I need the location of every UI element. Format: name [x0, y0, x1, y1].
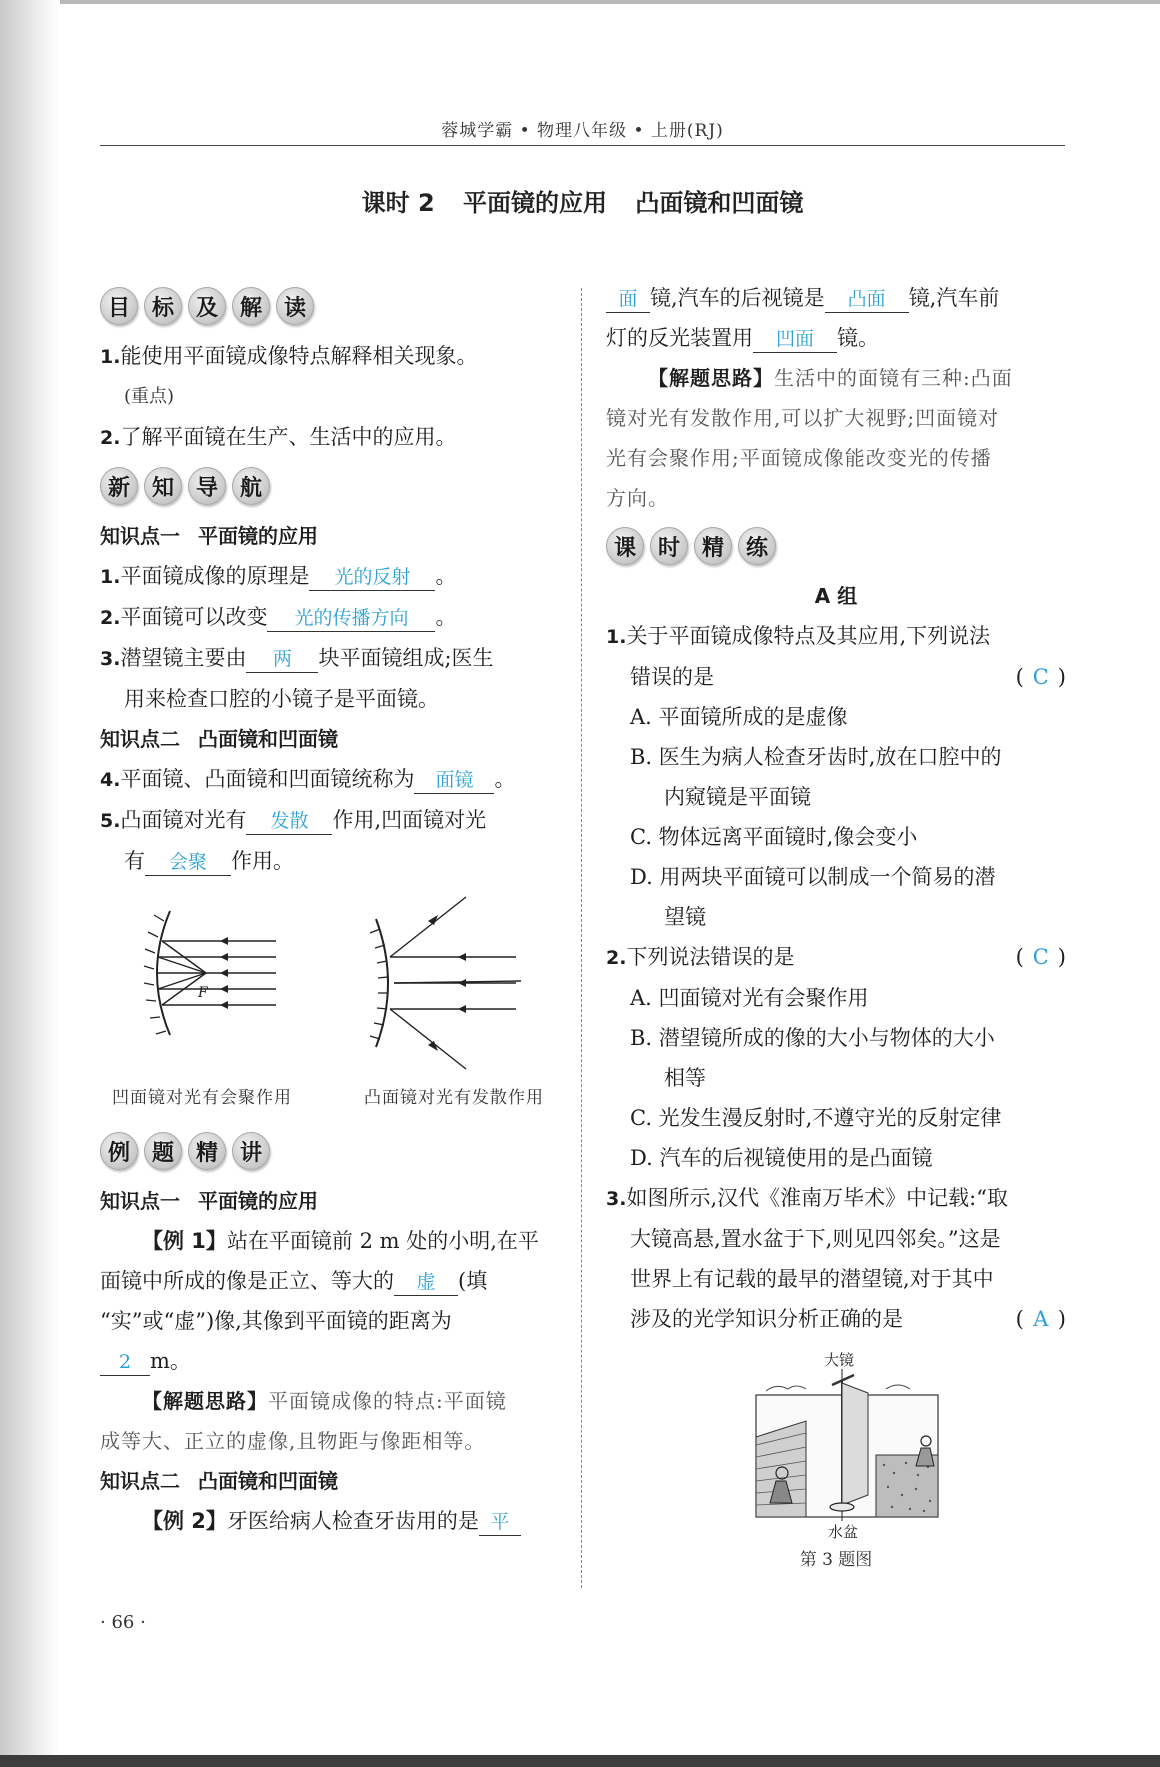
- question-number: 2.: [606, 947, 627, 969]
- page-number: · 66 ·: [100, 1612, 146, 1633]
- badge-char: 时: [650, 527, 688, 565]
- answer-blank: 虚: [394, 1269, 458, 1296]
- badge-char: 及: [188, 287, 226, 325]
- section-badge-practice: [606, 524, 1066, 568]
- knowledge-point-heading: [100, 1181, 562, 1221]
- mc-2-option-a: A. 凹面镜对光有会聚作用: [630, 986, 869, 1010]
- periscope-illustration: [606, 1345, 1068, 1545]
- question-text: 凸面镜对光有: [120, 808, 247, 832]
- label-water-basin: 水盆: [828, 1523, 859, 1541]
- question-number: 3.: [100, 648, 121, 670]
- mc-1-option-b-cont: 内窥镜是平面镜: [664, 785, 811, 809]
- badge-char: 例: [100, 1132, 138, 1170]
- example-2-line-2: [606, 278, 1066, 318]
- convex-mirror-diagram: [356, 893, 526, 1073]
- caption-concave: 凹面镜对光有会聚作用: [112, 1088, 292, 1108]
- example-text: m。: [150, 1349, 191, 1373]
- question-text: 。: [435, 564, 457, 588]
- fill-question-1: [100, 556, 562, 597]
- example-1-line-3: “实”或“虚”)像,其像到平面镜的距离为: [100, 1309, 452, 1333]
- answer-blank: 两: [246, 646, 318, 673]
- textbook-page: [100, 0, 1065, 1755]
- answer-blank: 会聚: [145, 849, 231, 876]
- right-column: [606, 278, 1066, 1575]
- example-text: 站在平面镜前 2 m 处的小明,在平: [226, 1229, 539, 1253]
- goal-text: 能使用平面镜成像特点解释相关现象。: [120, 344, 478, 368]
- mc-1-stem-cont: [606, 657, 1066, 697]
- badge-char: 题: [144, 1132, 182, 1170]
- example-tag: 【例 1】: [142, 1229, 227, 1253]
- hint-2-line-3: 光有会聚作用;平面镜成像能改变光的传播: [606, 446, 992, 470]
- answer-bracket: ( C ): [1016, 937, 1066, 977]
- hint-2-line-2: 镜对光有发散作用,可以扩大视野;凹面镜对: [606, 406, 1000, 430]
- mc-1-option-c: C. 物体远离平面镜时,像会变小: [630, 825, 918, 849]
- question-number: 1.: [100, 566, 121, 588]
- example-text: 镜,汽车前: [908, 286, 1000, 310]
- hint-1-line-1: [100, 1381, 562, 1421]
- question-text: 平面镜成像的原理是: [120, 564, 310, 588]
- mc-1-option-d: D. 用两块平面镜可以制成一个简易的潜: [630, 865, 996, 889]
- mc-1-option-b: B. 医生为病人检查牙齿时,放在口腔中的: [630, 745, 1002, 769]
- concave-mirror-diagram: [136, 893, 286, 1053]
- question-text: 平面镜、凸面镜和凹面镜统称为: [120, 767, 415, 791]
- answer-blank: 2: [100, 1349, 150, 1376]
- badge-char: 练: [738, 527, 776, 565]
- goal-number: 1.: [100, 346, 121, 368]
- focus-label: F: [198, 985, 208, 1001]
- badge-char: 精: [188, 1132, 226, 1170]
- example-text: 面镜中所成的像是正立、等大的: [100, 1269, 394, 1293]
- answer-bracket: ( C ): [1016, 657, 1066, 697]
- example-tag: 【例 2】: [142, 1509, 227, 1533]
- figure-3-caption: 第 3 题图: [799, 1550, 873, 1570]
- knowledge-point-heading: [100, 516, 562, 556]
- kp-title: 平面镜的应用: [198, 524, 318, 548]
- knowledge-point-heading: [100, 719, 562, 759]
- question-number: 3.: [606, 1188, 627, 1210]
- badge-char: 讲: [232, 1132, 270, 1170]
- answer-blank: 发散: [246, 808, 332, 835]
- fill-question-2: [100, 597, 562, 638]
- badge-char: 新: [100, 467, 138, 505]
- mc-1-option-d-cont: 望镜: [664, 905, 706, 929]
- mc-2-option-b-cont: 相等: [664, 1066, 706, 1090]
- example-1-line-4: [100, 1341, 562, 1381]
- goal-1: [100, 336, 562, 377]
- example-text: 灯的反光装置用: [606, 326, 753, 350]
- lesson-title-part2: 凸面镜和凹面镜: [635, 189, 804, 217]
- question-text: 平面镜可以改变: [120, 605, 268, 629]
- example-text: (填: [458, 1269, 488, 1293]
- hint-1-line-2: 成等大、正立的虚像,且物距与像距相等。: [100, 1429, 486, 1453]
- answer-choice: A: [1033, 1307, 1049, 1331]
- knowledge-point-heading: [100, 1461, 562, 1501]
- question-number: 4.: [100, 769, 121, 791]
- example-text: 牙医给病人检查牙齿用的是: [226, 1509, 479, 1533]
- goal-2: [100, 417, 562, 458]
- figure-captions: [100, 1083, 562, 1123]
- question-text: 如图所示,汉代《淮南万毕术》中记载:“取: [626, 1186, 1008, 1210]
- fill-question-4: [100, 759, 562, 800]
- hint-text: 平面镜成像的特点:平面镜: [268, 1389, 507, 1413]
- mc-3-stem-4: [606, 1299, 1066, 1339]
- answer-blank: 光的反射: [309, 564, 435, 591]
- badge-char: 标: [144, 287, 182, 325]
- mc-2-option-c: C. 光发生漫反射时,不遵守光的反射定律: [630, 1106, 1002, 1130]
- label-big-mirror: 大镜: [824, 1351, 855, 1369]
- question-text: 下列说法错误的是: [626, 945, 795, 969]
- example-text: 镜,汽车的后视镜是: [650, 286, 825, 310]
- badge-char: 知: [144, 467, 182, 505]
- section-badge-goals: [100, 284, 562, 328]
- kp-title: 平面镜的应用: [198, 1189, 318, 1213]
- goal-number: 2.: [100, 427, 121, 449]
- hint-text: 生活中的面镜有三种:凸面: [774, 366, 1013, 390]
- left-column: [100, 278, 562, 1541]
- mc-1-stem: [606, 616, 1066, 657]
- section-badge-examples: [100, 1129, 562, 1173]
- question-text: 作用。: [231, 849, 294, 873]
- hint-tag: 【解题思路】: [142, 1389, 268, 1413]
- question-text: 有: [124, 849, 145, 873]
- kp-label: 知识点二: [100, 1469, 180, 1493]
- ancient-periscope-drawing: [606, 1345, 1068, 1545]
- question-text: 。: [435, 605, 457, 629]
- mc-3-stem: [606, 1178, 1066, 1219]
- badge-char: 课: [606, 527, 644, 565]
- lesson-title-part1: 平面镜的应用: [463, 189, 608, 217]
- mc-2-stem: [606, 937, 1066, 978]
- kp-label: 知识点二: [100, 727, 180, 751]
- question-number: 1.: [606, 626, 627, 648]
- kp-title: 凸面镜和凹面镜: [198, 1469, 338, 1493]
- answer-blank: 凸面: [825, 286, 909, 313]
- question-text: 关于平面镜成像特点及其应用,下列说法: [626, 624, 991, 648]
- scan-bottom-edge: [0, 1755, 1160, 1767]
- question-text: 作用,凹面镜对光: [332, 808, 487, 832]
- hint-2-line-1: [606, 358, 1066, 398]
- fill-question-3: [100, 638, 562, 679]
- badge-char: 精: [694, 527, 732, 565]
- fill-question-3-cont: 用来检查口腔的小镜子是平面镜。: [124, 687, 439, 711]
- column-divider: [581, 288, 582, 1588]
- section-badge-new-knowledge: [100, 464, 562, 508]
- badge-char: 航: [232, 467, 270, 505]
- question-text: 涉及的光学知识分析正确的是: [630, 1307, 903, 1331]
- question-number: 2.: [100, 607, 121, 629]
- answer-choice: C: [1032, 665, 1049, 689]
- answer-blank: 平: [479, 1509, 521, 1536]
- example-text: 镜。: [837, 326, 879, 350]
- question-number: 5.: [100, 810, 121, 832]
- answer-blank: 面镜: [414, 767, 494, 794]
- fill-question-5-cont: [100, 841, 562, 881]
- scan-spine-shadow: [0, 0, 60, 1767]
- example-1-line-2: [100, 1261, 562, 1301]
- caption-convex: 凸面镜对光有发散作用: [364, 1088, 544, 1108]
- answer-choice: C: [1032, 945, 1049, 969]
- mc-2-option-b: B. 潜望镜所成的像的大小与物体的大小: [630, 1026, 995, 1050]
- answer-blank: 凹面: [753, 326, 837, 353]
- header-rule: [100, 145, 1065, 146]
- badge-char: 目: [100, 287, 138, 325]
- example-2-line-3: [606, 318, 1066, 358]
- running-header: 蓉城学霸 • 物理八年级 • 上册(RJ): [441, 121, 724, 141]
- fill-question-5: [100, 800, 562, 841]
- question-text: 块平面镜组成;医生: [318, 646, 494, 670]
- lesson-title: [100, 183, 1065, 218]
- badge-char: 导: [188, 467, 226, 505]
- badge-char: 解: [232, 287, 270, 325]
- question-text: 。: [494, 767, 516, 791]
- goal-1-note: (重点): [124, 386, 175, 407]
- mc-3-stem-2: 大镜高悬,置水盆于下,则见四邻矣。”这是: [630, 1227, 1001, 1251]
- hint-2-line-4: 方向。: [606, 486, 669, 510]
- answer-blank: 面: [606, 286, 650, 313]
- mirror-figures: [100, 893, 562, 1083]
- kp-label: 知识点一: [100, 1189, 180, 1213]
- goal-text: 了解平面镜在生产、生活中的应用。: [120, 425, 457, 449]
- mc-1-option-a: A. 平面镜所成的是虚像: [630, 705, 848, 729]
- hint-tag: 【解题思路】: [648, 366, 774, 390]
- mc-2-option-d: D. 汽车的后视镜使用的是凸面镜: [630, 1146, 933, 1170]
- answer-bracket: ( A ): [1016, 1299, 1066, 1339]
- question-text: 潜望镜主要由: [120, 646, 247, 670]
- group-a-title: A 组: [814, 584, 858, 608]
- badge-char: 读: [276, 287, 314, 325]
- mc-3-stem-3: 世界上有记载的最早的潜望镜,对于其中: [630, 1267, 994, 1291]
- kp-title: 凸面镜和凹面镜: [198, 727, 338, 751]
- example-2-line-1: [100, 1501, 562, 1541]
- lesson-label: 课时 2: [361, 189, 435, 217]
- answer-blank: 光的传播方向: [267, 605, 435, 632]
- kp-label: 知识点一: [100, 524, 180, 548]
- example-1-line-1: [100, 1221, 562, 1261]
- question-text: 错误的是: [630, 665, 714, 689]
